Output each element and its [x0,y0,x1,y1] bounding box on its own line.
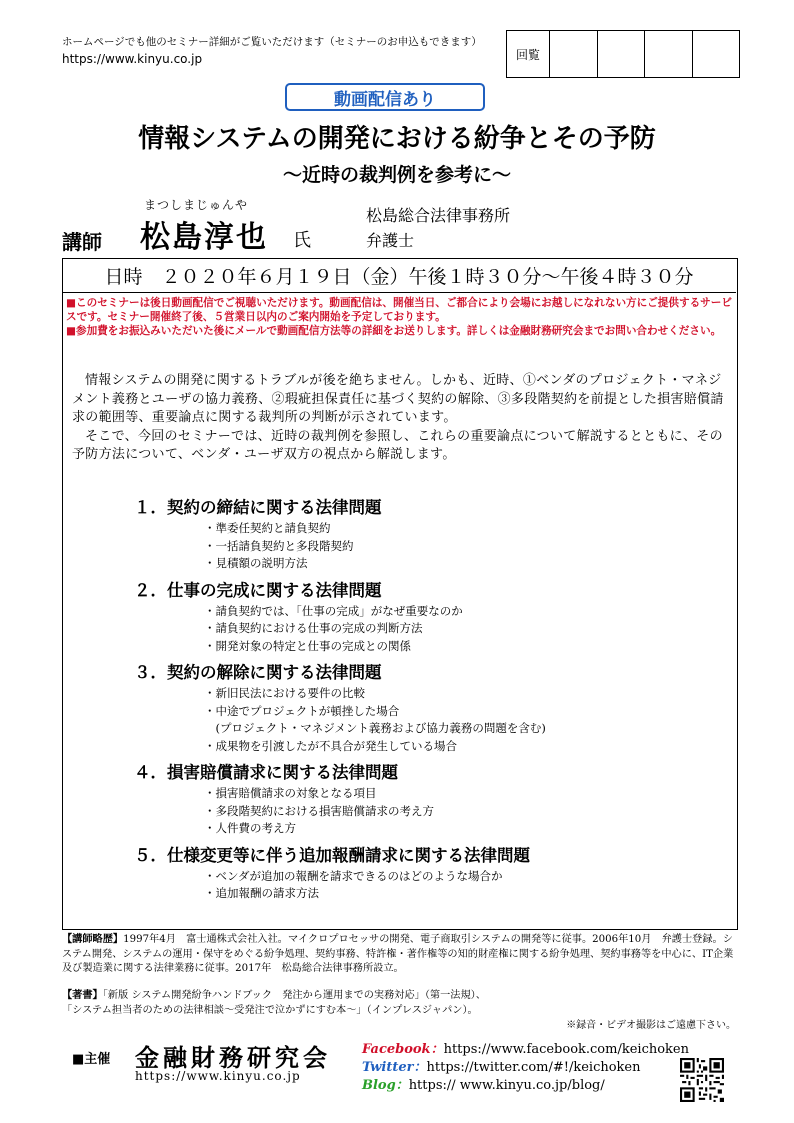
agenda-item: ・多段階契約における損害賠償請求の考え方 [204,803,434,818]
lecturer-books [62,988,738,1018]
lecturer-honorific: 氏 [293,230,311,251]
agenda-item: ・人件費の考え方 [204,821,296,835]
agenda-item: ・追加報酬の請求方法 [204,886,319,900]
facebook-label: Facebook： [362,1042,444,1057]
qr-code-icon[interactable] [680,1058,724,1102]
intro-paragraph: そこで、今回のセミナーでは、近時の裁判例を参照し、これらの重要論点について解説するとともに、その予防方法について、ベンダ・ユーザ双方の視点から解説します。 [72,428,723,462]
agenda-section-title: ４．損害賠償請求に関する法律問題 [134,763,398,782]
review-stamp-box [506,30,740,78]
twitter-link[interactable]: https://twitter.com/#!/keichoken [426,1060,641,1075]
lecturer-furigana: まつしまじゅんや [144,198,249,212]
blog-label: Blog： [362,1078,409,1093]
agenda-section-title: １．契約の締結に関する法律問題 [134,498,382,517]
agenda-item: ・開発対象の特定と仕事の完成との関係 [204,638,411,653]
facebook-line [362,1038,689,1057]
agenda-item: ・準委任契約と請負契約 [204,521,331,535]
agenda-item-list [134,603,734,656]
agenda-item: (プロジェクト・マネジメント義務および協力義務の問題を含む) [204,721,546,735]
books-line: 「新版 システム開発紛争ハンドブック 発注から運用までの実務対応」（第一法規）、 [102,990,486,1001]
books-line: 「システム担当者のための法律相談～受発注で泣かずにすむ本～」（インプレスジャパン）。 [62,1004,478,1016]
agenda-item: ・損害賠償請求の対象となる項目 [204,786,377,800]
lecturer-role: 弁護士 [366,231,415,250]
lecturer-label: 講師 [62,230,102,254]
blog-line [362,1074,605,1093]
agenda-item: ・請負契約における仕事の完成の判断方法 [204,621,423,635]
notice-line: ■このセミナーは後日動画配信でご視聴いただけます。動画配信は、開催当日、ご都合により会場にお越しになれない方にご提供するサービスです。セミナー開催終了後、５営業日以内のご案内開始を予定しております。 [66,297,732,323]
agenda-item: ・中途でプロジェクトが頓挫した場合 [204,703,400,718]
video-notice [66,296,734,338]
review-cell [645,31,693,77]
seminar-subtitle: ～近時の裁判例を参考に～ [282,164,511,186]
agenda-item: ・見積額の説明方法 [204,556,308,570]
agenda-item: ・新旧民法における要件の比較 [204,686,365,700]
video-streaming-badge: 動画配信あり [285,83,485,111]
intro-text [72,372,728,465]
agenda-section-title: ５．仕様変更等に伴う追加報酬請求に関する法律問題 [134,845,530,865]
lecturer-name: 松島淳也 [140,220,268,255]
agenda-item-list [134,785,734,838]
review-cell [598,31,646,77]
lecturer-firm: 松島総合法律事務所 [366,206,511,225]
agenda-item: ・ベンダが追加の報酬を請求できるのはどのような場合か [204,868,503,883]
header-url-link[interactable]: https://www.kinyu.co.jp [62,52,203,66]
seminar-title: 情報システムの開発における紛争とその予防 [138,124,656,154]
review-cell [550,31,598,77]
books-heading: 【著書】 [62,989,103,1001]
twitter-label: Twitter： [362,1060,427,1075]
host-url-link[interactable]: https://www.kinyu.co.jp [135,1069,301,1083]
review-label: 回覧 [507,31,550,77]
agenda-item: ・成果物を引渡したが不具合が発生している場合 [204,738,457,753]
host-name: 金融財務研究会 [135,1044,331,1072]
intro-paragraph: 情報システムの開発に関するトラブルが後を絶ちません。しかも、近時、①ベンダのプロジェクト・マネジメント義務とユーザの協力義務、②瑕疵担保責任に基づく契約の解除、③多段階契約を前提とした損害賠償請求の範囲等、重要論点に関する裁判所の判断が示されています。 [72,373,724,425]
agenda-item-list [134,520,734,573]
agenda-section-title: ３．契約の解除に関する法律問題 [134,663,382,682]
profile-heading: 【講師略歴】 [62,933,124,945]
agenda-item: ・請負契約では、「仕事の完成」がなぜ重要なのか [204,603,463,618]
agenda-item: ・一括請負契約と多段階契約 [204,538,354,553]
twitter-line [362,1056,641,1075]
recording-note: ※録音・ビデオ撮影はご遠慮下さい。 [566,1020,736,1031]
header-note: ホームページでも他のセミナー詳細がご覧いただけます（セミナーのお申込もできます） [62,36,482,48]
notice-line: ■参加費をお振込みいただいた後にメールで動画配信方法等の詳細をお送りします。詳しくは金融財務研究会までお問い合わせください。 [66,325,722,337]
profile-text: 1997年4月 富士通株式会社入社。マイクロプロセッサの開発、電子商取引システムの開発等に従事。2006年10月 弁護士登録。システム開発、システムの運用・保守をめぐる紛争処理、契約事務、特許権・著作権等の知的財産権に関する紛争処理、契約事務等を中心に、IT企業及び製造業に関する法律業務に従事。2017年 松島総合法律事務所設立。 [62,934,734,974]
agenda-section-title: ２．仕事の完成に関する法律問題 [134,580,382,600]
lecturer-profile [62,932,738,977]
host-label: ■主催 [72,1052,111,1067]
review-cell [693,31,740,77]
agenda [134,496,734,909]
agenda-item-list [134,685,734,755]
agenda-item-list [134,868,734,903]
blog-link[interactable]: https:// www.kinyu.co.jp/blog/ [408,1078,605,1093]
facebook-link[interactable]: https://www.facebook.com/keichoken [443,1042,689,1057]
date-line: 日時 ２０２０年６月１９日（金）午後１時３０分～午後４時３０分 [62,258,736,293]
